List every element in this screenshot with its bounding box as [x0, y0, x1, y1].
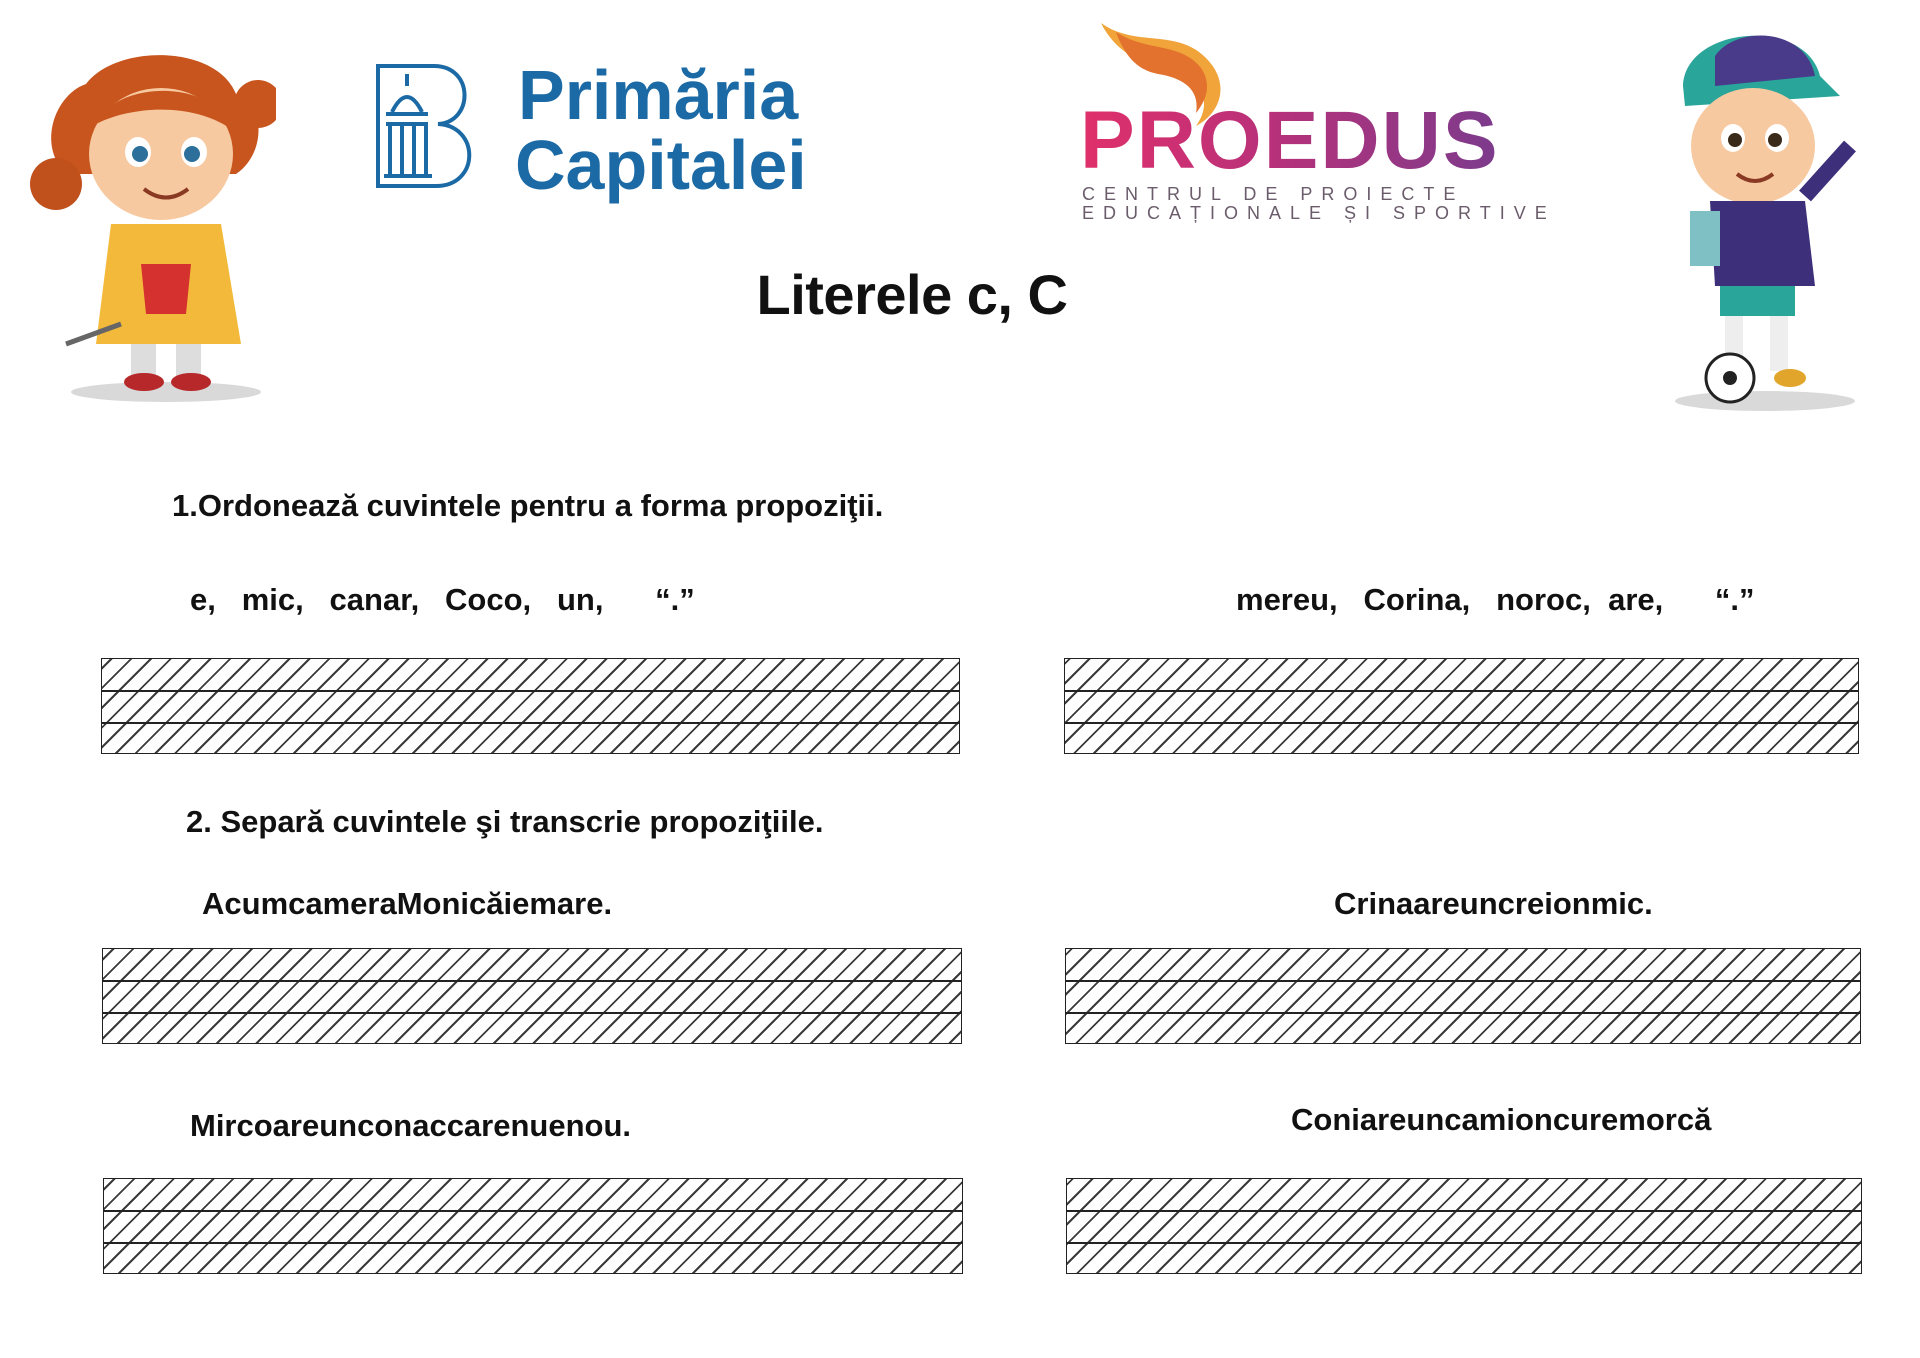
writing-lines-1-left[interactable] — [101, 658, 960, 754]
boy-mascot-icon — [1655, 16, 1860, 411]
task-2-sentence-3: Mircoareunconaccarenuenou. — [190, 1108, 632, 1143]
writing-lines-3-left[interactable] — [103, 1178, 963, 1274]
city-hall-logo-icon — [376, 64, 484, 188]
proedus-logo-subtitle-1: CENTRUL DE PROIECTE — [1082, 184, 1465, 204]
writing-lines-1-right[interactable] — [1064, 658, 1859, 754]
writing-lines-2-right[interactable] — [1065, 948, 1861, 1044]
task-2-heading: 2. Separă cuvintele şi transcrie propoziţiile. — [186, 804, 824, 839]
task-2-sentence-4: Coniareuncamioncuremorcă — [1291, 1102, 1712, 1137]
writing-lines-3-right[interactable] — [1066, 1178, 1862, 1274]
proedus-logo-name: PROEDUS — [1080, 95, 1500, 186]
primaria-logo-line2: Capitalei — [515, 126, 807, 204]
task-1-heading: 1.Ordonează cuvintele pentru a forma propoziţii. — [172, 488, 884, 523]
page-title: Literele c, C — [756, 263, 1068, 326]
writing-lines-2-left[interactable] — [102, 948, 962, 1044]
task-2-sentence-2: Crinaareuncreionmic. — [1334, 886, 1653, 921]
primaria-logo-line1: Primăria — [518, 56, 799, 134]
task-2-sentence-1: AcumcameraMonicăiemare. — [202, 886, 613, 921]
task-1-right-words: mereu, Corina, noroc, are, “.” — [1236, 582, 1755, 617]
proedus-logo-subtitle-2: EDUCAȚIONALE ȘI SPORTIVE — [1082, 203, 1556, 223]
task-1-left-words: e, mic, canar, Coco, un, “.” — [190, 582, 695, 617]
girl-mascot-icon — [26, 24, 276, 404]
